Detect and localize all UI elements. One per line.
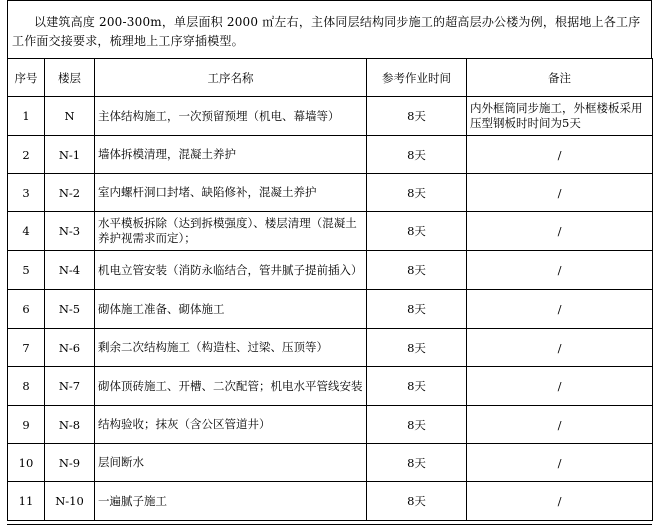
row-time-cell: 8天	[367, 251, 467, 290]
table-row	[8, 444, 653, 482]
header-time: 参考作业时间	[367, 59, 467, 97]
row-note-cell: /	[467, 482, 653, 521]
row-name-cell: 剩余二次结构施工（构造柱、过梁、压顶等）	[95, 329, 367, 367]
row-seq-cell: 9	[8, 406, 45, 444]
table-row	[8, 97, 653, 136]
row-seq-cell: 1	[8, 97, 45, 136]
row-name-cell: 机电立管安装（消防永临结合，管井腻子提前插入）	[95, 251, 367, 290]
row-name-cell: 墙体拆模清理，混凝土养护	[95, 136, 367, 174]
row-note-cell: /	[467, 136, 653, 174]
table-row	[8, 406, 653, 444]
row-time-cell: 8天	[367, 290, 467, 329]
table-row	[8, 212, 653, 251]
table-row	[8, 174, 653, 212]
row-time-cell: 8天	[367, 97, 467, 136]
row-time-cell: 8天	[367, 174, 467, 212]
row-floor-cell: N-6	[45, 329, 95, 367]
table-row	[8, 367, 653, 406]
row-time-cell: 8天	[367, 444, 467, 482]
row-floor-cell: N-9	[45, 444, 95, 482]
table-row	[8, 251, 653, 290]
row-name-cell: 水平模板拆除（达到拆模强度）、楼层清理（混凝土养护视需求而定）；	[95, 212, 367, 251]
table-body	[8, 97, 653, 521]
row-floor-cell: N-5	[45, 290, 95, 329]
row-time-cell: 8天	[367, 482, 467, 521]
row-note-cell: /	[467, 329, 653, 367]
row-time-cell: 8天	[367, 406, 467, 444]
row-name-cell: 一遍腻子施工	[95, 482, 367, 521]
header-name: 工序名称	[95, 59, 367, 97]
table-row	[8, 329, 653, 367]
row-floor-cell: N	[45, 97, 95, 136]
row-floor-cell: N-2	[45, 174, 95, 212]
row-seq-cell: 7	[8, 329, 45, 367]
row-floor-cell: N-4	[45, 251, 95, 290]
header-note: 备注	[467, 59, 653, 97]
row-seq-cell: 11	[8, 482, 45, 521]
row-note-cell: 内外框筒同步施工，外框楼板采用压型钢板时时间为5天	[467, 97, 653, 136]
row-floor-cell: N-8	[45, 406, 95, 444]
table-bottom-border	[7, 524, 652, 525]
row-seq-cell: 3	[8, 174, 45, 212]
row-note-cell: /	[467, 290, 653, 329]
table-row	[8, 290, 653, 329]
row-floor-cell: N-10	[45, 482, 95, 521]
row-note-cell: /	[467, 444, 653, 482]
row-note-cell: /	[467, 212, 653, 251]
table-header-row	[8, 59, 653, 97]
row-name-cell: 室内螺杆洞口封堵、缺陷修补，混凝土养护	[95, 174, 367, 212]
row-floor-cell: N-1	[45, 136, 95, 174]
table-row	[8, 482, 653, 521]
row-name-cell: 砌体施工准备、砌体施工	[95, 290, 367, 329]
row-seq-cell: 4	[8, 212, 45, 251]
row-note-cell: /	[467, 367, 653, 406]
row-seq-cell: 6	[8, 290, 45, 329]
row-seq-cell: 8	[8, 367, 45, 406]
row-name-cell: 结构验收；抹灰（含公区管道井）	[95, 406, 367, 444]
row-note-cell: /	[467, 174, 653, 212]
row-seq-cell: 2	[8, 136, 45, 174]
row-floor-cell: N-3	[45, 212, 95, 251]
intro-block	[7, 0, 652, 58]
row-floor-cell: N-7	[45, 367, 95, 406]
row-name-cell: 主体结构施工，一次预留预埋（机电、幕墙等）	[95, 97, 367, 136]
row-note-cell: /	[467, 406, 653, 444]
process-table	[7, 58, 653, 521]
row-name-cell: 层间断水	[95, 444, 367, 482]
row-seq-cell: 10	[8, 444, 45, 482]
header-seq: 序号	[8, 59, 45, 97]
row-seq-cell: 5	[8, 251, 45, 290]
intro-paragraph: 以建筑高度 200-300m，单层面积 2000 ㎡左右，主体同层结构同步施工的超高层办公楼为例，根据地上各工序工作面交接要求，梳理地上工序穿插模型。	[12, 15, 641, 48]
row-time-cell: 8天	[367, 329, 467, 367]
row-name-cell: 砌体顶砖施工、开槽、二次配管；机电水平管线安装	[95, 367, 367, 406]
table-row	[8, 136, 653, 174]
header-floor: 楼层	[45, 59, 95, 97]
row-time-cell: 8天	[367, 367, 467, 406]
row-time-cell: 8天	[367, 212, 467, 251]
row-time-cell: 8天	[367, 136, 467, 174]
row-note-cell: /	[467, 251, 653, 290]
